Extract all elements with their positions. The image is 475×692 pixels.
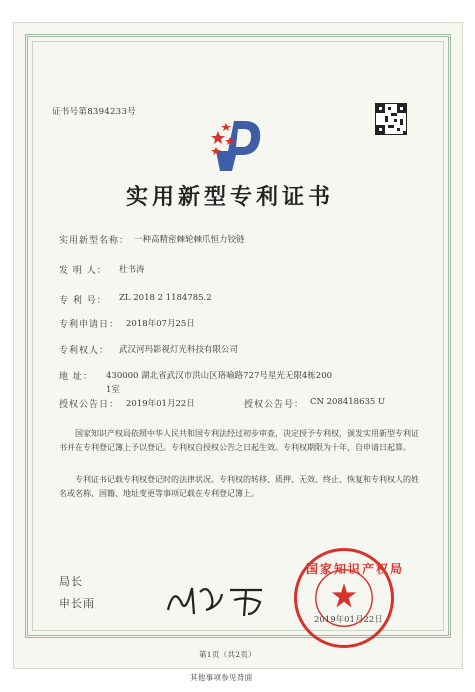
certificate-number: 证书号第8394233号: [52, 107, 136, 117]
qr-code: [375, 103, 407, 135]
seal-date: 2019年01月22日: [314, 615, 383, 625]
address-value-line1: 430000 湖北省武汉市洪山区珞喻路727号星光无限4栋200: [106, 371, 333, 381]
utility-model-name-value: 一种高精密棘轮棘爪恒力铰链: [134, 235, 245, 245]
filing-date-label: 专利申请日：: [59, 320, 120, 330]
patentee-value: 武汉河玛影视灯光科技有限公司: [119, 345, 239, 355]
grant-number-label: 授权公告号：: [244, 400, 305, 410]
inventor-value: 杜书涛: [119, 265, 145, 275]
address-label: 地 址：: [59, 372, 93, 382]
patent-number-value: ZL 2018 2 1184785.2: [119, 293, 212, 303]
certificate-sheet: [13, 22, 463, 669]
page-indicator: 第1页（共2页）: [199, 650, 256, 659]
patent-number-label: 专 利 号：: [59, 296, 107, 306]
certificate-title: 实用新型专利证书: [126, 184, 335, 210]
grant-date-value: 2019年01月22日: [126, 399, 195, 409]
signatory-title: 局长: [59, 575, 83, 588]
utility-model-name-label: 实用新型名称：: [59, 236, 130, 246]
grant-paragraph: 国家知识产权局依照中华人民共和国专利法经过初步审查，决定授予专利权，颁发实用新型专利证书并在专利登记簿上予以登记。专利权自授权公告之日起生效。专利权期限为十年，自申请日起算。: [59, 429, 419, 452]
handwritten-signature: [164, 580, 274, 620]
patentee-label: 专利权人：: [59, 346, 110, 356]
grant-date-label: 授权公告日：: [59, 400, 120, 410]
inventor-label: 发 明 人：: [59, 266, 107, 276]
filing-date-value: 2018年07月25日: [126, 319, 195, 329]
footer-note: 其他事项参见背面: [190, 673, 253, 682]
grant-number-value: CN 208418635 U: [310, 397, 386, 407]
seal-text: 国家知识产权局: [306, 562, 405, 576]
address-value-line2: 1室: [106, 385, 120, 395]
cnipa-logo: [206, 111, 270, 175]
record-paragraph: 专利证书记载专利权登记时的法律状况。专利权的转移、质押、无效、终止、恢复和专利权人的姓名或名称、国籍、地址变更等事项记载在专利登记簿上。: [59, 475, 419, 498]
signatory-name: 申长雨: [59, 597, 95, 610]
